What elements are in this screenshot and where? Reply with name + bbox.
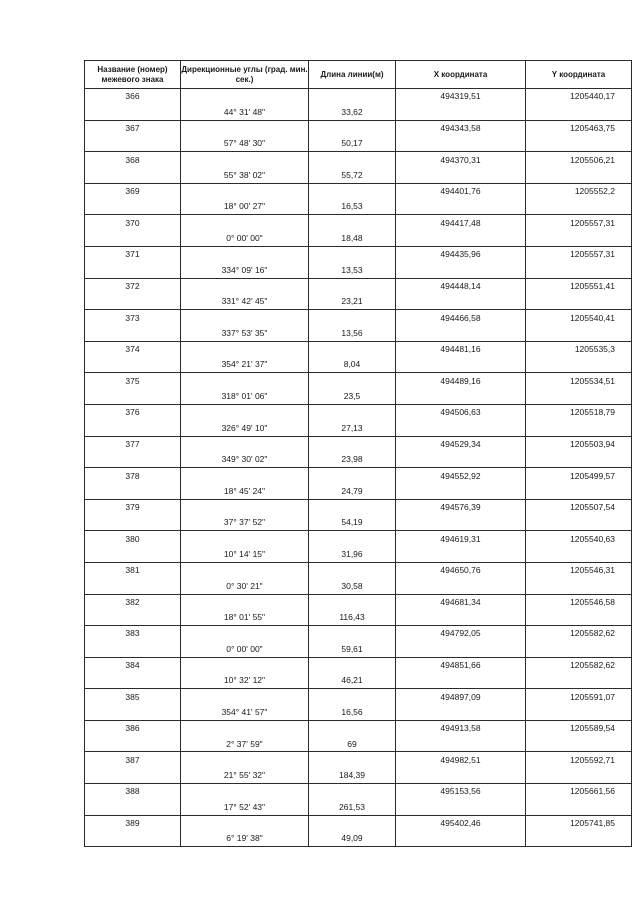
empty-cell <box>309 689 396 705</box>
y-coordinate-cell: 1205592,71 <box>526 752 632 768</box>
y-coordinate-cell: 1205507,54 <box>526 499 632 515</box>
empty-cell <box>85 547 181 563</box>
line-length-cell: 13,56 <box>309 325 396 341</box>
empty-cell <box>396 673 526 689</box>
table-row <box>85 294 632 310</box>
table-row <box>85 768 632 784</box>
empty-cell <box>309 373 396 389</box>
header-name: Название (номер) межевого знака <box>85 61 181 89</box>
table-body <box>85 89 632 847</box>
point-name-cell: 372 <box>85 278 181 294</box>
empty-cell <box>396 231 526 247</box>
x-coordinate-cell: 495402,46 <box>396 815 526 831</box>
empty-cell <box>309 341 396 357</box>
x-coordinate-cell: 494319,51 <box>396 89 526 105</box>
point-name-cell: 378 <box>85 468 181 484</box>
y-coordinate-cell: 1205518,79 <box>526 404 632 420</box>
empty-cell <box>396 799 526 815</box>
table-row <box>85 341 632 357</box>
empty-cell <box>85 768 181 784</box>
x-coordinate-cell: 494576,39 <box>396 499 526 515</box>
empty-cell <box>396 483 526 499</box>
direction-angle-cell: 354° 41' 57" <box>181 705 309 721</box>
table-row <box>85 784 632 800</box>
line-length-cell: 23,5 <box>309 389 396 405</box>
direction-angle-cell: 0° 00' 00" <box>181 231 309 247</box>
empty-cell <box>181 531 309 547</box>
y-coordinate-cell: 1205551,41 <box>526 278 632 294</box>
empty-cell <box>181 436 309 452</box>
empty-cell <box>526 705 632 721</box>
empty-cell <box>396 167 526 183</box>
empty-cell <box>85 104 181 120</box>
empty-cell <box>181 341 309 357</box>
direction-angle-cell: 18° 00' 27" <box>181 199 309 215</box>
direction-angle-cell: 10° 14' 15" <box>181 547 309 563</box>
empty-cell <box>526 673 632 689</box>
empty-cell <box>181 720 309 736</box>
empty-cell <box>85 736 181 752</box>
x-coordinate-cell: 494529,34 <box>396 436 526 452</box>
empty-cell <box>181 562 309 578</box>
point-name-cell: 369 <box>85 183 181 199</box>
y-coordinate-cell: 1205557,31 <box>526 215 632 231</box>
y-coordinate-cell: 1205557,31 <box>526 246 632 262</box>
direction-angle-cell: 334° 09' 16" <box>181 262 309 278</box>
empty-cell <box>181 689 309 705</box>
empty-cell <box>526 768 632 784</box>
empty-cell <box>309 657 396 673</box>
empty-cell <box>526 610 632 626</box>
point-name-cell: 381 <box>85 562 181 578</box>
empty-cell <box>85 483 181 499</box>
x-coordinate-cell: 494552,92 <box>396 468 526 484</box>
empty-cell <box>309 89 396 105</box>
table-row <box>85 436 632 452</box>
direction-angle-cell: 331° 42' 45" <box>181 294 309 310</box>
empty-cell <box>526 199 632 215</box>
empty-cell <box>396 641 526 657</box>
point-name-cell: 379 <box>85 499 181 515</box>
empty-cell <box>85 262 181 278</box>
x-coordinate-cell: 494417,48 <box>396 215 526 231</box>
line-length-cell: 30,58 <box>309 578 396 594</box>
table-row <box>85 736 632 752</box>
direction-angle-cell: 18° 01' 55" <box>181 610 309 626</box>
table-row <box>85 752 632 768</box>
empty-cell <box>526 325 632 341</box>
point-name-cell: 380 <box>85 531 181 547</box>
line-length-cell: 16,53 <box>309 199 396 215</box>
y-coordinate-cell: 1205741,85 <box>526 815 632 831</box>
line-length-cell: 24,79 <box>309 483 396 499</box>
table-row <box>85 626 632 642</box>
empty-cell <box>526 136 632 152</box>
empty-cell <box>181 468 309 484</box>
empty-cell <box>526 578 632 594</box>
table-row <box>85 420 632 436</box>
empty-cell <box>396 452 526 468</box>
x-coordinate-cell: 494481,16 <box>396 341 526 357</box>
empty-cell <box>181 815 309 831</box>
empty-cell <box>85 515 181 531</box>
x-coordinate-cell: 494343,58 <box>396 120 526 136</box>
table-row <box>85 720 632 736</box>
direction-angle-cell: 0° 00' 00" <box>181 641 309 657</box>
empty-cell <box>85 136 181 152</box>
y-coordinate-cell: 1205506,21 <box>526 152 632 168</box>
y-coordinate-cell: 1205582,62 <box>526 657 632 673</box>
table-row <box>85 152 632 168</box>
line-length-cell: 23,21 <box>309 294 396 310</box>
x-coordinate-cell: 494681,34 <box>396 594 526 610</box>
empty-cell <box>181 626 309 642</box>
empty-cell <box>309 120 396 136</box>
empty-cell <box>526 294 632 310</box>
table-row <box>85 262 632 278</box>
empty-cell <box>396 199 526 215</box>
line-length-cell: 69 <box>309 736 396 752</box>
point-name-cell: 367 <box>85 120 181 136</box>
empty-cell <box>85 357 181 373</box>
point-name-cell: 376 <box>85 404 181 420</box>
empty-cell <box>85 641 181 657</box>
line-length-cell: 54,19 <box>309 515 396 531</box>
empty-cell <box>396 736 526 752</box>
empty-cell <box>396 325 526 341</box>
line-length-cell: 46,21 <box>309 673 396 689</box>
empty-cell <box>85 610 181 626</box>
empty-cell <box>396 136 526 152</box>
table-row <box>85 641 632 657</box>
empty-cell <box>309 531 396 547</box>
empty-cell <box>85 231 181 247</box>
line-length-cell: 8,04 <box>309 357 396 373</box>
empty-cell <box>85 325 181 341</box>
empty-cell <box>396 515 526 531</box>
y-coordinate-cell: 1205503,94 <box>526 436 632 452</box>
line-length-cell: 116,43 <box>309 610 396 626</box>
header-x: X координата <box>396 61 526 89</box>
boundary-coordinates-table <box>84 60 632 847</box>
empty-cell <box>181 310 309 326</box>
empty-cell <box>526 104 632 120</box>
empty-cell <box>309 815 396 831</box>
line-length-cell: 18,48 <box>309 231 396 247</box>
table-row <box>85 499 632 515</box>
table-row <box>85 610 632 626</box>
direction-angle-cell: 21° 55' 32" <box>181 768 309 784</box>
direction-angle-cell: 0° 30' 21" <box>181 578 309 594</box>
table-row <box>85 199 632 215</box>
empty-cell <box>396 389 526 405</box>
line-length-cell: 13,53 <box>309 262 396 278</box>
table-row <box>85 515 632 531</box>
empty-cell <box>181 215 309 231</box>
line-length-cell: 33,62 <box>309 104 396 120</box>
y-coordinate-cell: 1205535,3 <box>526 341 632 357</box>
x-coordinate-cell: 494370,31 <box>396 152 526 168</box>
empty-cell <box>181 404 309 420</box>
point-name-cell: 385 <box>85 689 181 705</box>
header-angle: Дирекционные углы (град. мин. сек.) <box>181 61 309 89</box>
empty-cell <box>396 831 526 847</box>
empty-cell <box>396 420 526 436</box>
direction-angle-cell: 349° 30' 02" <box>181 452 309 468</box>
table-row <box>85 831 632 847</box>
header-row <box>85 61 632 89</box>
y-coordinate-cell: 1205552,2 <box>526 183 632 199</box>
point-name-cell: 387 <box>85 752 181 768</box>
empty-cell <box>309 720 396 736</box>
empty-cell <box>181 499 309 515</box>
empty-cell <box>309 468 396 484</box>
empty-cell <box>85 578 181 594</box>
table-row <box>85 562 632 578</box>
table-row <box>85 705 632 721</box>
table-row <box>85 215 632 231</box>
empty-cell <box>85 167 181 183</box>
line-length-cell: 59,61 <box>309 641 396 657</box>
table-row <box>85 799 632 815</box>
point-name-cell: 375 <box>85 373 181 389</box>
direction-angle-cell: 354° 21' 37" <box>181 357 309 373</box>
empty-cell <box>309 215 396 231</box>
empty-cell <box>526 641 632 657</box>
empty-cell <box>396 104 526 120</box>
empty-cell <box>526 357 632 373</box>
point-name-cell: 366 <box>85 89 181 105</box>
line-length-cell: 55,72 <box>309 167 396 183</box>
x-coordinate-cell: 494619,31 <box>396 531 526 547</box>
empty-cell <box>85 673 181 689</box>
direction-angle-cell: 44° 31' 48" <box>181 104 309 120</box>
empty-cell <box>85 199 181 215</box>
table-row <box>85 246 632 262</box>
empty-cell <box>181 152 309 168</box>
y-coordinate-cell: 1205540,41 <box>526 310 632 326</box>
empty-cell <box>85 452 181 468</box>
empty-cell <box>526 262 632 278</box>
point-name-cell: 386 <box>85 720 181 736</box>
empty-cell <box>526 483 632 499</box>
y-coordinate-cell: 1205589,54 <box>526 720 632 736</box>
x-coordinate-cell: 494982,51 <box>396 752 526 768</box>
direction-angle-cell: 55° 38' 02" <box>181 167 309 183</box>
table-row <box>85 325 632 341</box>
x-coordinate-cell: 494506,63 <box>396 404 526 420</box>
line-length-cell: 16,56 <box>309 705 396 721</box>
empty-cell <box>396 578 526 594</box>
table-row <box>85 104 632 120</box>
point-name-cell: 368 <box>85 152 181 168</box>
empty-cell <box>309 404 396 420</box>
x-coordinate-cell: 494897,09 <box>396 689 526 705</box>
point-name-cell: 382 <box>85 594 181 610</box>
empty-cell <box>181 594 309 610</box>
table-row <box>85 689 632 705</box>
empty-cell <box>85 389 181 405</box>
direction-angle-cell: 37° 37' 52" <box>181 515 309 531</box>
empty-cell <box>181 278 309 294</box>
empty-cell <box>181 89 309 105</box>
empty-cell <box>526 736 632 752</box>
line-length-cell: 184,39 <box>309 768 396 784</box>
empty-cell <box>309 562 396 578</box>
empty-cell <box>396 357 526 373</box>
x-coordinate-cell: 494435,96 <box>396 246 526 262</box>
y-coordinate-cell: 1205661,56 <box>526 784 632 800</box>
x-coordinate-cell: 494466,58 <box>396 310 526 326</box>
table-row <box>85 578 632 594</box>
line-length-cell: 50,17 <box>309 136 396 152</box>
point-name-cell: 384 <box>85 657 181 673</box>
table-row <box>85 120 632 136</box>
empty-cell <box>85 799 181 815</box>
table-row <box>85 452 632 468</box>
direction-angle-cell: 337° 53' 35" <box>181 325 309 341</box>
direction-angle-cell: 326° 49' 10" <box>181 420 309 436</box>
empty-cell <box>309 436 396 452</box>
empty-cell <box>85 420 181 436</box>
empty-cell <box>181 752 309 768</box>
table-row <box>85 167 632 183</box>
point-name-cell: 383 <box>85 626 181 642</box>
empty-cell <box>181 373 309 389</box>
empty-cell <box>181 246 309 262</box>
direction-angle-cell: 18° 45' 24" <box>181 483 309 499</box>
point-name-cell: 371 <box>85 246 181 262</box>
empty-cell <box>396 547 526 563</box>
table-row <box>85 468 632 484</box>
table-row <box>85 594 632 610</box>
empty-cell <box>526 452 632 468</box>
empty-cell <box>181 183 309 199</box>
x-coordinate-cell: 494401,76 <box>396 183 526 199</box>
point-name-cell: 370 <box>85 215 181 231</box>
table-row <box>85 183 632 199</box>
header-length: Длина линии(м) <box>309 61 396 89</box>
empty-cell <box>309 278 396 294</box>
empty-cell <box>309 626 396 642</box>
table-row <box>85 89 632 105</box>
table-row <box>85 310 632 326</box>
empty-cell <box>309 784 396 800</box>
x-coordinate-cell: 494489,16 <box>396 373 526 389</box>
table-row <box>85 373 632 389</box>
line-length-cell: 49,09 <box>309 831 396 847</box>
empty-cell <box>526 420 632 436</box>
table-row <box>85 815 632 831</box>
direction-angle-cell: 17° 52' 43" <box>181 799 309 815</box>
empty-cell <box>309 499 396 515</box>
empty-cell <box>396 610 526 626</box>
point-name-cell: 374 <box>85 341 181 357</box>
empty-cell <box>309 310 396 326</box>
y-coordinate-cell: 1205591,07 <box>526 689 632 705</box>
empty-cell <box>526 831 632 847</box>
table-row <box>85 357 632 373</box>
point-name-cell: 388 <box>85 784 181 800</box>
y-coordinate-cell: 1205546,31 <box>526 562 632 578</box>
empty-cell <box>526 547 632 563</box>
empty-cell <box>85 831 181 847</box>
empty-cell <box>396 262 526 278</box>
empty-cell <box>396 768 526 784</box>
empty-cell <box>181 120 309 136</box>
y-coordinate-cell: 1205440,17 <box>526 89 632 105</box>
direction-angle-cell: 2° 37' 59" <box>181 736 309 752</box>
header-y: Y координата <box>526 61 632 89</box>
table-row <box>85 673 632 689</box>
x-coordinate-cell: 494650,76 <box>396 562 526 578</box>
table-row <box>85 278 632 294</box>
empty-cell <box>309 152 396 168</box>
table-row <box>85 657 632 673</box>
x-coordinate-cell: 495153,56 <box>396 784 526 800</box>
point-name-cell: 377 <box>85 436 181 452</box>
x-coordinate-cell: 494792,05 <box>396 626 526 642</box>
y-coordinate-cell: 1205499,57 <box>526 468 632 484</box>
empty-cell <box>309 246 396 262</box>
table-row <box>85 231 632 247</box>
direction-angle-cell: 10° 32' 12" <box>181 673 309 689</box>
empty-cell <box>526 799 632 815</box>
table-row <box>85 483 632 499</box>
y-coordinate-cell: 1205582,62 <box>526 626 632 642</box>
point-name-cell: 389 <box>85 815 181 831</box>
direction-angle-cell: 6° 19' 38" <box>181 831 309 847</box>
direction-angle-cell: 318° 01' 06" <box>181 389 309 405</box>
point-name-cell: 373 <box>85 310 181 326</box>
empty-cell <box>526 389 632 405</box>
line-length-cell: 261,53 <box>309 799 396 815</box>
line-length-cell: 27,13 <box>309 420 396 436</box>
empty-cell <box>396 294 526 310</box>
empty-cell <box>309 183 396 199</box>
empty-cell <box>526 515 632 531</box>
empty-cell <box>309 594 396 610</box>
x-coordinate-cell: 494448,14 <box>396 278 526 294</box>
x-coordinate-cell: 494851,66 <box>396 657 526 673</box>
empty-cell <box>396 705 526 721</box>
table-row <box>85 404 632 420</box>
y-coordinate-cell: 1205546,58 <box>526 594 632 610</box>
table-row <box>85 136 632 152</box>
empty-cell <box>181 784 309 800</box>
table-row <box>85 389 632 405</box>
empty-cell <box>181 657 309 673</box>
empty-cell <box>85 705 181 721</box>
empty-cell <box>526 231 632 247</box>
empty-cell <box>526 167 632 183</box>
empty-cell <box>309 752 396 768</box>
line-length-cell: 23,98 <box>309 452 396 468</box>
table-row <box>85 547 632 563</box>
y-coordinate-cell: 1205540,63 <box>526 531 632 547</box>
y-coordinate-cell: 1205463,75 <box>526 120 632 136</box>
direction-angle-cell: 57° 48' 30" <box>181 136 309 152</box>
y-coordinate-cell: 1205534,51 <box>526 373 632 389</box>
table-row <box>85 531 632 547</box>
x-coordinate-cell: 494913,58 <box>396 720 526 736</box>
line-length-cell: 31,96 <box>309 547 396 563</box>
empty-cell <box>85 294 181 310</box>
